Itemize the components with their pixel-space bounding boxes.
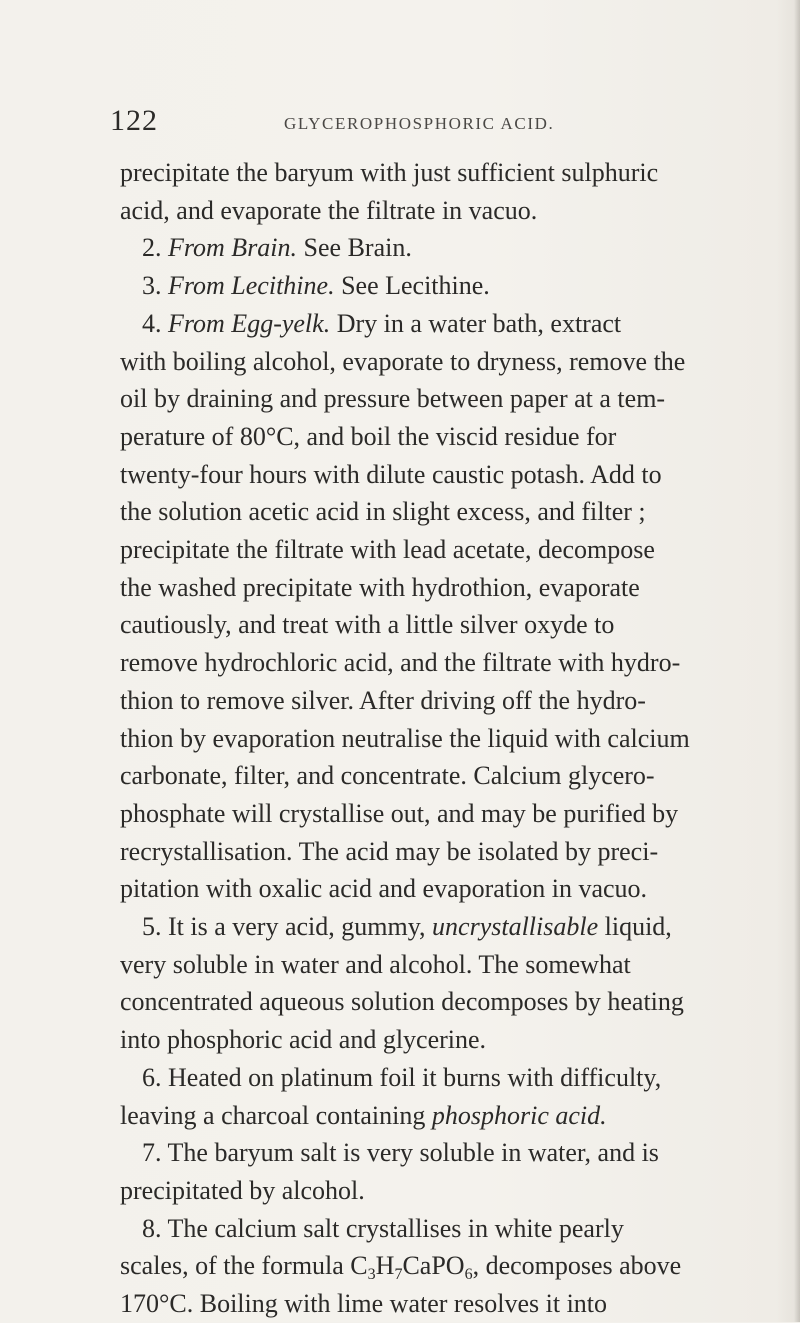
text-line: into phosphoric acid and glycerine. [120, 1025, 487, 1055]
page-edge-shadow [794, 0, 800, 1322]
text-line: 3. From Lecithine. See Lecithine. [142, 271, 490, 301]
text-line: 7. The baryum salt is very soluble in water, and is [142, 1138, 659, 1168]
text-line: precipitated by alcohol. [120, 1175, 365, 1205]
text-line: cautiously, and treat with a little silver oxyde to [120, 610, 615, 640]
text-line: with boiling alcohol, evaporate to dryness, remove the [120, 346, 686, 376]
text-line: 4. From Egg-yelk. Dry in a water bath, extract [142, 308, 622, 338]
text-line: phosphate will crystallise out, and may be purified by [120, 798, 679, 828]
running-head: GLYCEROPHOSPHORIC ACID. [284, 114, 555, 133]
text-line: pitation with oxalic acid and evaporation in vacuo. [120, 874, 648, 904]
page-number: 122 [110, 104, 158, 137]
text-line: 6. Heated on platinum foil it burns with difficulty, [142, 1062, 662, 1092]
text-line: oil by draining and pressure between paper at a tem- [120, 384, 666, 414]
text-line: remove hydrochloric acid, and the filtrate with hydro- [120, 648, 681, 678]
text-line: acid, and evaporate the filtrate in vacuo. [120, 195, 538, 225]
text-line: the washed precipitate with hydrothion, evaporate [120, 572, 640, 602]
text-line: carbonate, filter, and concentrate. Calcium glycero- [120, 761, 655, 791]
body-text [120, 154, 760, 1323]
page-header [0, 104, 800, 144]
text-line: twenty-four hours with dilute caustic potash. Add to [120, 459, 662, 489]
text-line: thion to remove silver. After driving off the hydro- [120, 685, 646, 715]
text-line: concentrated aqueous solution decomposes by heating [120, 987, 684, 1017]
text-line: 170°C. Boiling with lime water resolves it into [120, 1289, 608, 1319]
text-line: 2. From Brain. See Brain. [142, 233, 412, 263]
text-line: precipitate the baryum with just sufficient sulphuric [120, 158, 659, 187]
text-line: 5. It is a very acid, gummy, uncrystallisable liquid, [142, 912, 672, 942]
text-line: very soluble in water and alcohol. The somewhat [120, 949, 631, 979]
text-line: recrystallisation. The acid may be isolated by preci- [120, 836, 659, 866]
text-line: perature of 80°C, and boil the viscid residue for [120, 421, 617, 451]
text-line: thion by evaporation neutralise the liquid with calcium [120, 723, 690, 753]
text-line: scales, of the formula $C_3H_7CaPO_6$, decomposes above [120, 1251, 682, 1284]
text-line: 8. The calcium salt crystallises in white pearly [142, 1213, 624, 1243]
text-line: precipitate the filtrate with lead acetate, decompose [120, 535, 655, 565]
text-line: the solution acetic acid in slight excess, and filter ; [120, 497, 646, 527]
text-line: leaving a charcoal containing phosphoric acid. [120, 1100, 607, 1130]
